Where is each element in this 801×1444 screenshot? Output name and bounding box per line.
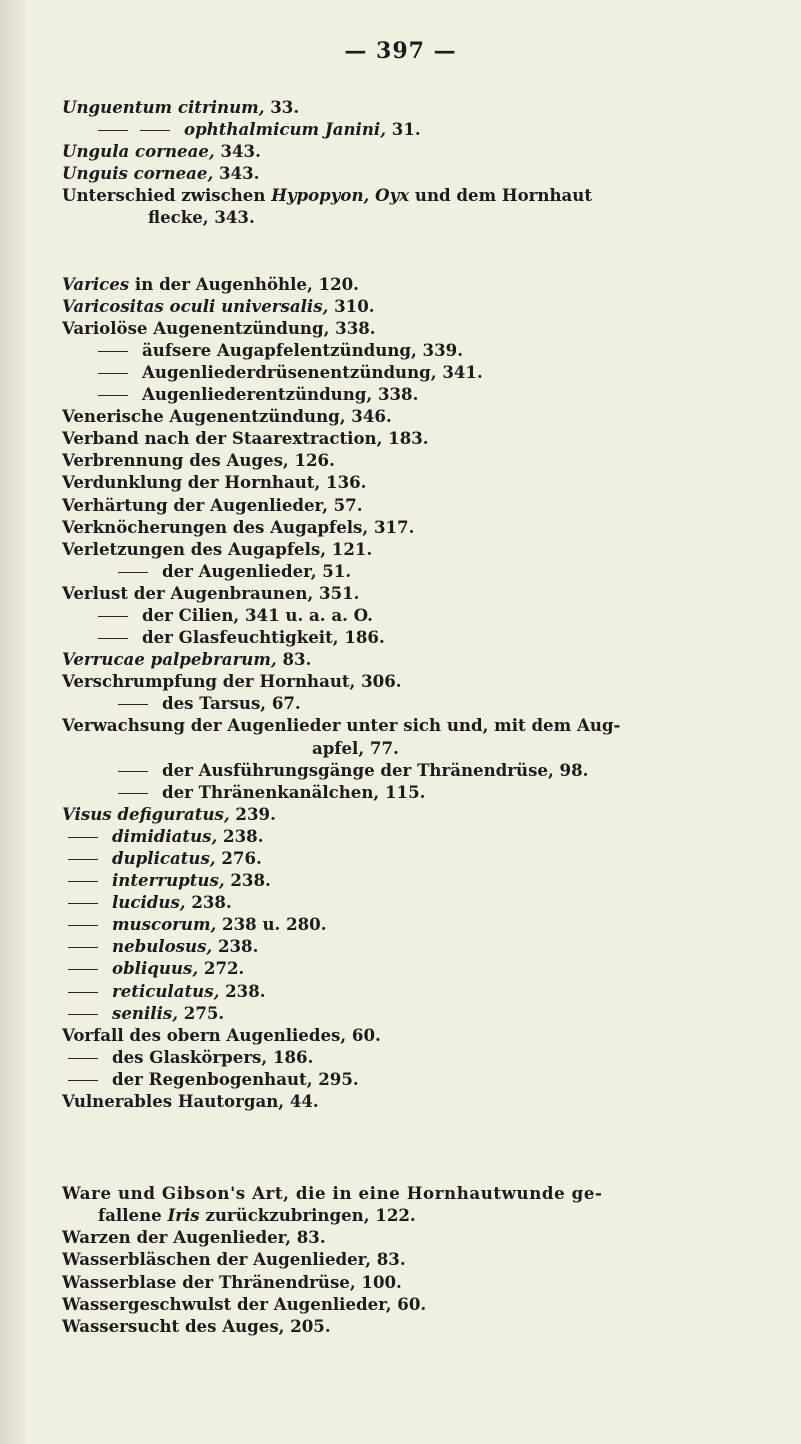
ditto-dash	[68, 903, 98, 904]
index-entry: Unterschied zwischen Hypopyon, Oyx und dem Hornhaut	[62, 185, 593, 206]
index-entry: der Cilien, 341 u. a. a. O.	[62, 604, 792, 626]
ditto-dash	[68, 1014, 98, 1015]
index-entry: Verband nach der Staarextraction, 183.	[62, 428, 429, 449]
index-entry: Wassergeschwulst der Augenlieder, 60.	[62, 1293, 427, 1314]
index-entry: Variolöse Augenentzündung, 338.	[62, 317, 376, 338]
index-entry: dimidiatus, 238.	[62, 825, 792, 847]
index-entry: lucidus, 238.	[62, 891, 792, 913]
index-entry: der Thränenkanälchen, 115.	[62, 781, 792, 803]
ditto-dash	[68, 1080, 98, 1081]
index-entry: äufsere Augapfelentzündung, 339.	[62, 339, 792, 361]
ditto-dash	[68, 837, 98, 838]
ditto-dash	[98, 130, 128, 131]
index-entry: Varices in der Augenhöhle, 120.	[62, 273, 359, 294]
ditto-dash	[68, 881, 98, 882]
index-entry: Warzen der Augenlieder, 83.	[62, 1227, 326, 1248]
index-entry: muscorum, 238 u. 280.	[62, 913, 792, 935]
page-number: — 397 —	[344, 38, 457, 64]
index-entry: Unguentum citrinum, 33.	[62, 97, 300, 117]
ditto-dash	[118, 572, 148, 573]
ditto-dash	[98, 373, 128, 374]
section-gap	[62, 229, 792, 273]
index-entry: reticulatus, 238.	[62, 980, 792, 1002]
index-entry: Verwachsung der Augenlieder unter sich und, mit dem Aug-	[62, 715, 621, 736]
ditto-dash	[68, 947, 98, 948]
ditto-dash	[98, 351, 128, 352]
index-entry: Unguis corneae, 343.	[62, 163, 260, 184]
index-entry: der Glasfeuchtigkeit, 186.	[62, 626, 792, 648]
index-entry-continuation: apfel, 77.	[312, 737, 399, 758]
index-entry: duplicatus, 276.	[62, 847, 792, 869]
index-entry: des Glaskörpers, 186.	[62, 1046, 792, 1068]
ditto-dash	[118, 793, 148, 794]
index-entry: Verknöcherungen des Augapfels, 317.	[62, 516, 415, 537]
index-entry: Varicositas oculi universalis, 310.	[62, 295, 375, 316]
index-entry: Verschrumpfung der Hornhaut, 306.	[62, 671, 402, 692]
index-entry: ophthalmicum Janini, 31.	[62, 118, 792, 140]
ditto-dash	[68, 925, 98, 926]
index-entry: Vulnerables Hautorgan, 44.	[62, 1091, 319, 1112]
index-entry: der Regenbogenhaut, 295.	[62, 1068, 792, 1090]
index-entry: Wassersucht des Auges, 205.	[62, 1315, 331, 1336]
index-entry: nebulosus, 238.	[62, 935, 792, 957]
index-entry-continuation: fallene Iris zurückzubringen, 122.	[98, 1205, 416, 1226]
ditto-dash	[118, 704, 148, 705]
index-entry: interruptus, 238.	[62, 869, 792, 891]
index-entry: senilis, 275.	[62, 1002, 792, 1024]
index-entry: Augenliederentzündung, 338.	[62, 383, 792, 405]
index-entry: Verbrennung des Auges, 126.	[62, 450, 335, 471]
index-entry: Ungula corneae, 343.	[62, 141, 261, 162]
index-entry: Ware und Gibson's Art, die in eine Hornhautwunde ge-	[62, 1183, 603, 1204]
section-gap	[62, 1112, 792, 1182]
index-entry: Augenliederdrüsenentzündung, 341.	[62, 361, 792, 383]
index-entry: Visus defiguratus, 239.	[62, 803, 276, 824]
ditto-dash	[98, 616, 128, 617]
index-entry: des Tarsus, 67.	[62, 692, 792, 714]
index-entry: Vorfall des obern Augenliedes, 60.	[62, 1024, 381, 1045]
index-entry: Verlust der Augenbraunen, 351.	[62, 582, 360, 603]
index-entry: Verrucae palpebrarum, 83.	[62, 649, 312, 670]
index-entry: Venerische Augenentzündung, 346.	[62, 406, 392, 427]
ditto-dash	[68, 992, 98, 993]
ditto-dash	[68, 1058, 98, 1059]
ditto-dash	[98, 395, 128, 396]
index-entry: Wasserbläschen der Augenlieder, 83.	[62, 1249, 406, 1270]
index-entry-continuation: flecke, 343.	[148, 207, 255, 228]
index-entry: Wasserblase der Thränendrüse, 100.	[62, 1271, 402, 1292]
index-entry: der Augenlieder, 51.	[62, 560, 792, 582]
index-entry: Verhärtung der Augenlieder, 57.	[62, 494, 363, 515]
index-text	[62, 96, 792, 1337]
index-entry: Verletzungen des Augapfels, 121.	[62, 538, 373, 559]
index-entry: Verdunklung der Hornhaut, 136.	[62, 472, 367, 493]
ditto-dash	[68, 969, 98, 970]
ditto-dash	[68, 859, 98, 860]
ditto-dash	[140, 130, 170, 131]
ditto-dash	[118, 771, 148, 772]
index-entry: obliquus, 272.	[62, 957, 792, 979]
index-entry: der Ausführungsgänge der Thränendrüse, 98.	[62, 759, 792, 781]
page-gutter	[0, 0, 26, 1444]
ditto-dash	[98, 638, 128, 639]
